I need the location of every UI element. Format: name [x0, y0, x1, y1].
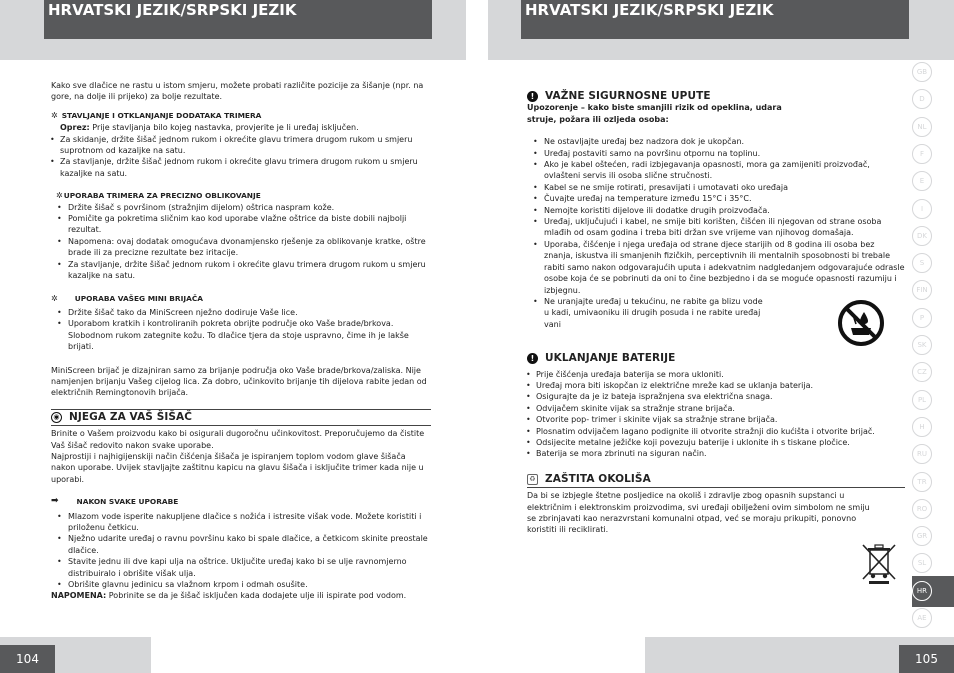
list-item: • Prije čišćenja uređaja baterija se mora ukloniti.: [520, 369, 905, 380]
lang-tab-sk[interactable]: SK: [912, 335, 932, 355]
warning-icon: !: [527, 91, 538, 102]
lang-tab-hr[interactable]: HR: [912, 581, 932, 601]
lang-tab-cz[interactable]: CZ: [912, 362, 932, 382]
list-item: • Za skidanje, držite šišač jednom rukom i okrećite glavu trimera drugom rukom u smjeru suprotnom od kazaljke na satu.: [44, 134, 431, 157]
list-item: • Uređaj postaviti samo na površinu otpornu na toplinu.: [527, 148, 905, 159]
lang-tab-sl[interactable]: SL: [912, 553, 932, 573]
lang-tab-s[interactable]: S: [912, 253, 932, 273]
page-number-left: 104: [0, 645, 55, 673]
list-item: • Odvijačem skinite vijak sa stražnje strane brijača.: [520, 403, 905, 414]
no-water-icon: [838, 300, 884, 346]
safety-title: VAŽNE SIGURNOSNE UPUTE: [545, 90, 711, 102]
warning-icon: !: [527, 353, 538, 364]
lang-tab-e[interactable]: E: [912, 171, 932, 191]
env-rule: [527, 487, 905, 488]
attach-title: STAVLJANJE I OTKLANJANJE DODATAKA TRIMERA: [61, 110, 262, 120]
page-number-right: 105: [899, 645, 954, 673]
battery-title: UKLANJANJE BATERIJE: [545, 352, 676, 365]
crossed-bin-icon: [859, 541, 899, 585]
list-item: • Obrišite glavnu jedinicu sa vlažnom krpom i odmah osušite.: [51, 579, 431, 590]
list-item: • Uređaj, uključujući i kabel, ne smije biti korišten, čišćen ili njegovan od strane osoba mlađih od osam godina i treba biti držan sve vrijeme van njihovog domašaja.: [527, 216, 905, 239]
list-item: • Ne ostavljajte uređaj bez nadzora dok je ukopčan.: [527, 136, 905, 147]
care-heading: [51, 409, 431, 423]
list-item: • Ne uranjajte uređaj u tekućinu, ne rabite ga blizu vode u kadi, umivaoniku ili drugih posuda i ne rabite uređaj vani: [527, 296, 767, 330]
left-column: [51, 80, 431, 602]
precise-heading: [51, 190, 431, 201]
mini-heading: [51, 293, 431, 304]
precise-title: UPORABA TRIMERA ZA PRECIZNO OBLIKOVANJE: [63, 191, 261, 201]
mini-list: [51, 307, 431, 353]
care-title: NJEGA ZA VAŠ ŠIŠAČ: [69, 410, 193, 423]
list-item: • Uporaba, čišćenje i njega uređaja od strane djece starijih od 8 godina ili osoba bez znanja, iskustva ili smanjenih fizičkih, perceptivnih ili mentalnih sposobnosti bi trebale rabiti samo nakon odgovarajućih uputa i adekvatnim nadgledanjem odgovarajuće odrasle osobe koja će se pobrinuti da oni to čine bezbjedno i da se moguće opasnosti razumiju i izbjegnu.: [527, 239, 905, 296]
env-heading: [527, 472, 905, 485]
lang-tab-fin[interactable]: FIN: [912, 280, 932, 300]
list-item: • Nemojte koristiti dijelove ili dodatke drugih proizvođača.: [527, 205, 905, 216]
list-item: • Za stavljanje, držite šišač jednom rukom i okrećite glavu trimera drugom rukom u smjeru kazaljke na satu.: [44, 156, 431, 179]
safety-warning: Upozorenje – kako biste smanjili rizik od opeklina, udara struje, požara ili ozljeda osoba:: [527, 103, 782, 124]
list-item: • Otvorite pop- trimer i skinite vijak sa stražnje strane brijača.: [520, 414, 905, 425]
note-body: Pobrinite se da je šišač isključen kada dodajete ulje ili ispirate pod vodom.: [106, 591, 407, 601]
mini-title: UPORABA VAŠEG MINI BRIJAČA: [74, 293, 203, 303]
lang-tab-gb[interactable]: GB: [912, 62, 932, 82]
list-item: • Stavite jednu ili dve kapi ulja na oštrice. Uključite uređaj kako bi se ulje ravnomjerno distribuiralo i obrišite višak ulja.: [51, 556, 431, 579]
care-text-1: Brinite o Vašem proizvodu kako bi osigurali dugoročnu učinkovitost. Preporučujemo da čistite Vaš šišač redovito nakon svake uporabe.: [51, 429, 425, 450]
lang-tab-ro[interactable]: RO: [912, 499, 932, 519]
page-title-left: HRVATSKI JEZIK/SRPSKI JEZIK: [44, 0, 432, 39]
gear-icon: ✲: [51, 110, 58, 120]
safety-list: [527, 136, 905, 330]
list-item: • Kabel se ne smije rotirati, presavijati i umotavati oko uređaja: [527, 182, 905, 193]
list-item: • Mlazom vode isperite nakupljene dlačice s nožića i istresite višak vode. Možete koristiti i priloženu četkicu.: [51, 511, 431, 534]
lang-tab-d[interactable]: D: [912, 89, 932, 109]
lang-tab-ae[interactable]: AE: [912, 608, 932, 628]
safety-heading: [527, 89, 905, 102]
caution-body: Prije stavljanja bilo kojeg nastavka, provjerite je li uređaj isključen.: [89, 123, 359, 133]
list-item: • Za stavljanje, držite šišač jednom rukom i okrećite glavu trimera drugom rukom u smjeru kazaljke na satu.: [51, 259, 431, 282]
list-item: • Osigurajte da je iz bateja ispražnjena sva električna snaga.: [520, 391, 905, 402]
care-text-2: Najprostiji i najhigijenskiji način čišćenja šišača je ispiranjem toplom vodom glave šišača nakon uporabe. Uvijek stavljajte zaštitnu kapicu na glavu šišača i isključite trimer kada nije u uporabi.: [51, 451, 424, 484]
list-item: • Uporabom kratkih i kontroliranih pokreta obrijte područje oko Vaše brade/brkova. Slobodnom rukom zategnite kožu. To dlačice tjera da stoje uspravno, čime ih je lakše brijati.: [51, 318, 431, 352]
gear-icon: ✲: [51, 293, 58, 303]
lang-tab-dk[interactable]: DK: [912, 226, 932, 246]
attach-heading: [51, 110, 431, 121]
intro-text: Kako sve dlačice ne rastu u istom smjeru, možete probati različite pozicije za šišanje (npr. na gore, na dolje ili prijeko) za bolje rezultate.: [51, 81, 424, 102]
list-item: • Pomičite ga pokretima sličnim kao kod uporabe vlažne oštrice da biste dobili najbolji rezultat.: [51, 213, 431, 236]
lang-tab-p[interactable]: P: [912, 308, 932, 328]
list-item: • Držite šišač s površinom (stražnjim dijelom) oštrica naspram kože.: [51, 202, 431, 213]
list-item: • Nježno udarite uređaj o ravnu površinu kako bi spale dlačice, a četkicom skinite preostale dlačice.: [51, 533, 431, 556]
list-item: • Uređaj mora biti iskopčan iz električne mreže kad se uklanja baterija.: [520, 380, 905, 391]
list-item: • Držite šišač tako da MiniScreen nježno dodiruje Vaše lice.: [51, 307, 431, 318]
lang-tab-ru[interactable]: RU: [912, 444, 932, 464]
lang-tab-pl[interactable]: PL: [912, 390, 932, 410]
lang-tab-nl[interactable]: NL: [912, 117, 932, 137]
list-item: • Ako je kabel oštećen, radi izbjegavanja opasnosti, mora ga zamijeniti proizvođač, ovlašteni servis ili osoba slične stručnosti.: [527, 159, 905, 182]
care-note: [51, 590, 431, 601]
gear-icon: ✲: [56, 191, 63, 201]
attach-list: [44, 134, 431, 180]
caution-label: Oprez:: [60, 123, 90, 133]
env-title: ZAŠTITA OKOLIŠA: [545, 472, 651, 485]
precise-list: [51, 202, 431, 282]
battery-list: [520, 369, 905, 460]
arrow-icon: ➡: [51, 496, 59, 507]
list-item: • Odsijecite metalne ježičke koji povezuju baterije i uklonite ih s tiskane pločice.: [520, 437, 905, 448]
note-label: NAPOMENA:: [51, 591, 107, 601]
list-item: • Napomena: ovaj dodatak omogućava dvonamjensko rješenje za oblikovanje kratke, oštre brade ili za precizne rezultate bez iritacije.: [51, 236, 431, 259]
after-title: NAKON SVAKE UPORABE: [76, 497, 179, 507]
list-item: • Baterija se mora zbrinuti na siguran način.: [520, 448, 905, 459]
care-rule: [51, 425, 431, 426]
page-title-right: HRVATSKI JEZIK/SRPSKI JEZIK: [521, 0, 909, 39]
list-item: • Čuvajte uređaj na temperature između 15°C i 35°C.: [527, 193, 905, 204]
lang-tab-gr[interactable]: GR: [912, 526, 932, 546]
lang-tab-tr[interactable]: TR: [912, 472, 932, 492]
after-list: [51, 511, 431, 591]
after-heading: [51, 496, 431, 507]
mini-paragraph: MiniScreen brijač je dizajniran samo za brijanje područja oko Vaše brade/brkova/zaliska. Nije namjenjen brijanju Vašeg cijelog lica. Za dobro, učinkovito brijanje tih dijelova rabite jedan od električnih Remingtonovih brijača.: [51, 365, 427, 398]
recycle-icon: ♻: [527, 474, 538, 485]
lang-tab-i[interactable]: I: [912, 199, 932, 219]
lang-tab-h[interactable]: H: [912, 417, 932, 437]
lang-tab-f[interactable]: F: [912, 144, 932, 164]
eye-icon: ◉: [51, 412, 62, 423]
env-text: Da bi se izbjegle štetne posljedice na okoliš i zdravlje zbog opasnih supstanci u električnim i elektronskim proizvodima, svi uređaji obilježeni ovim simbolom ne smiju se zbrinjavati kao nerazvrstani komunalni otpad, već se moraju prikupiti, ponovno koristiti ili reciklirati.: [527, 491, 870, 535]
list-item: • Plosnatim odvijačem lagano podignite ili otvorite stražnji dio kućišta i otvorite brijač.: [520, 426, 905, 437]
battery-heading: [527, 351, 905, 364]
caution-text: [51, 122, 431, 133]
